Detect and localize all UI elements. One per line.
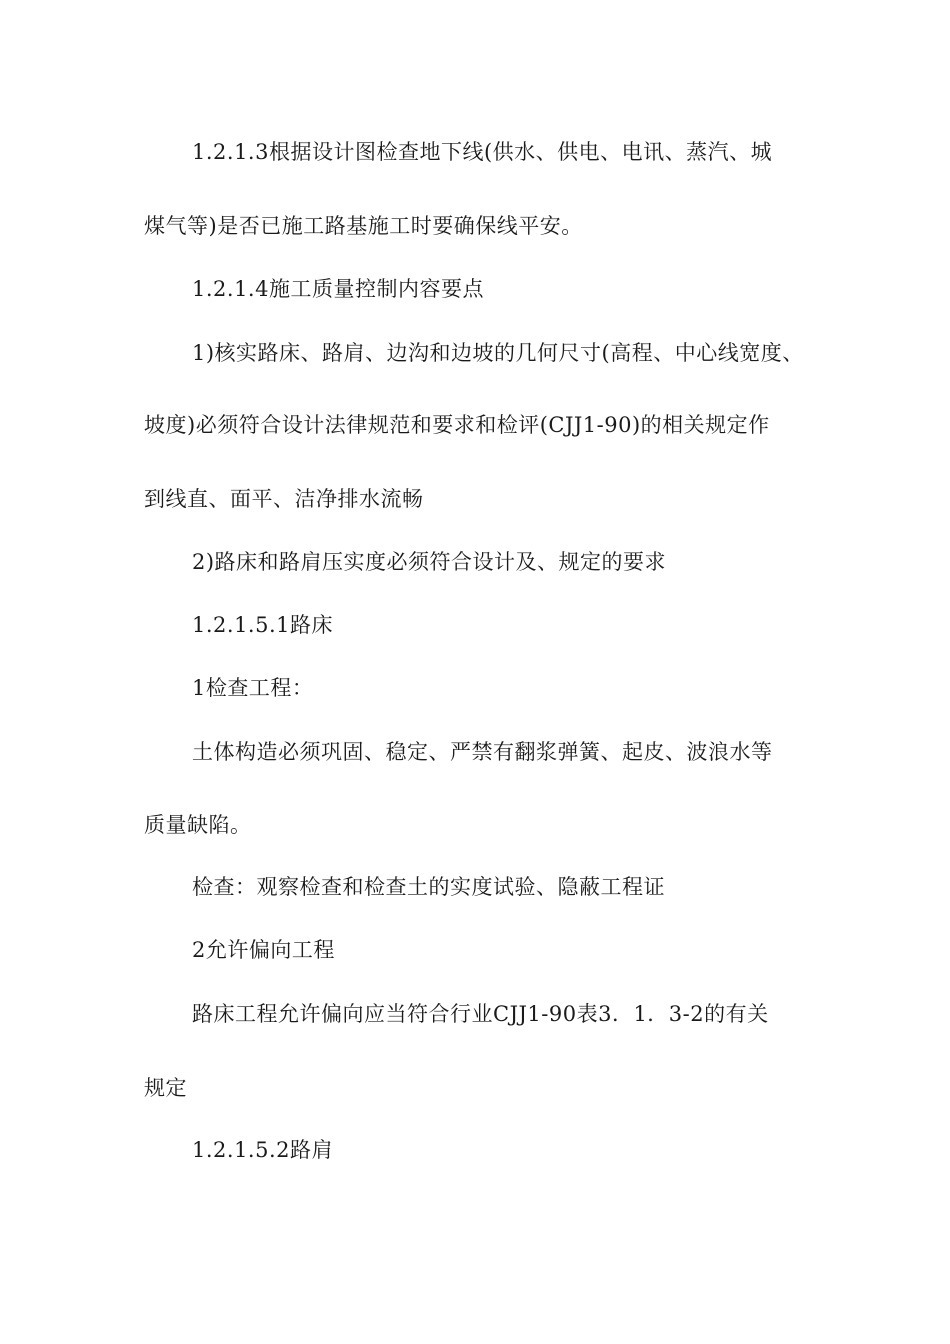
section-heading-1-2-1-4: 1.2.1.4施工质量控制内容要点: [192, 277, 484, 301]
item-1-line-3: 到线直、面平、洁净排水流畅: [144, 487, 424, 511]
paragraph-1-2-1-3-line-2: 煤气等)是否已施工路基施工时要确保线平安。: [144, 214, 583, 238]
section-heading-1-2-1-5-2: 1.2.1.5.2路肩: [192, 1138, 334, 1162]
item-2: 2)路床和路肩压实度必须符合设计及、规定的要求: [192, 550, 667, 574]
item-1-line-1: 1)核实路床、路肩、边沟和边坡的几何尺寸(高程、中心线宽度、: [192, 341, 804, 365]
section-heading-1-2-1-5-1: 1.2.1.5.1路床: [192, 613, 334, 637]
deviation-line-1: 路床工程允许偏向应当符合行业CJJ1-90表3．1．3-2的有关: [192, 1002, 769, 1026]
requirement-line-1: 土体构造必须巩固、稳定、严禁有翻浆弹簧、起皮、波浪水等: [192, 740, 773, 764]
subheading-allowed-deviation: 2允许偏向工程: [192, 938, 335, 962]
requirement-line-2: 质量缺陷。: [144, 813, 252, 837]
paragraph-1-2-1-3-line-1: 1.2.1.3根据设计图检查地下线(供水、供电、电讯、蒸汽、城: [192, 140, 773, 164]
item-1-line-2: 坡度)必须符合设计法律规范和要求和检评(CJJ1-90)的相关规定作: [144, 413, 770, 437]
subheading-check-items: 1检查工程：: [192, 676, 314, 700]
deviation-line-2: 规定: [144, 1076, 187, 1100]
inspection-method: 检查：观察检查和检查土的实度试验、隐蔽工程证: [192, 875, 665, 899]
